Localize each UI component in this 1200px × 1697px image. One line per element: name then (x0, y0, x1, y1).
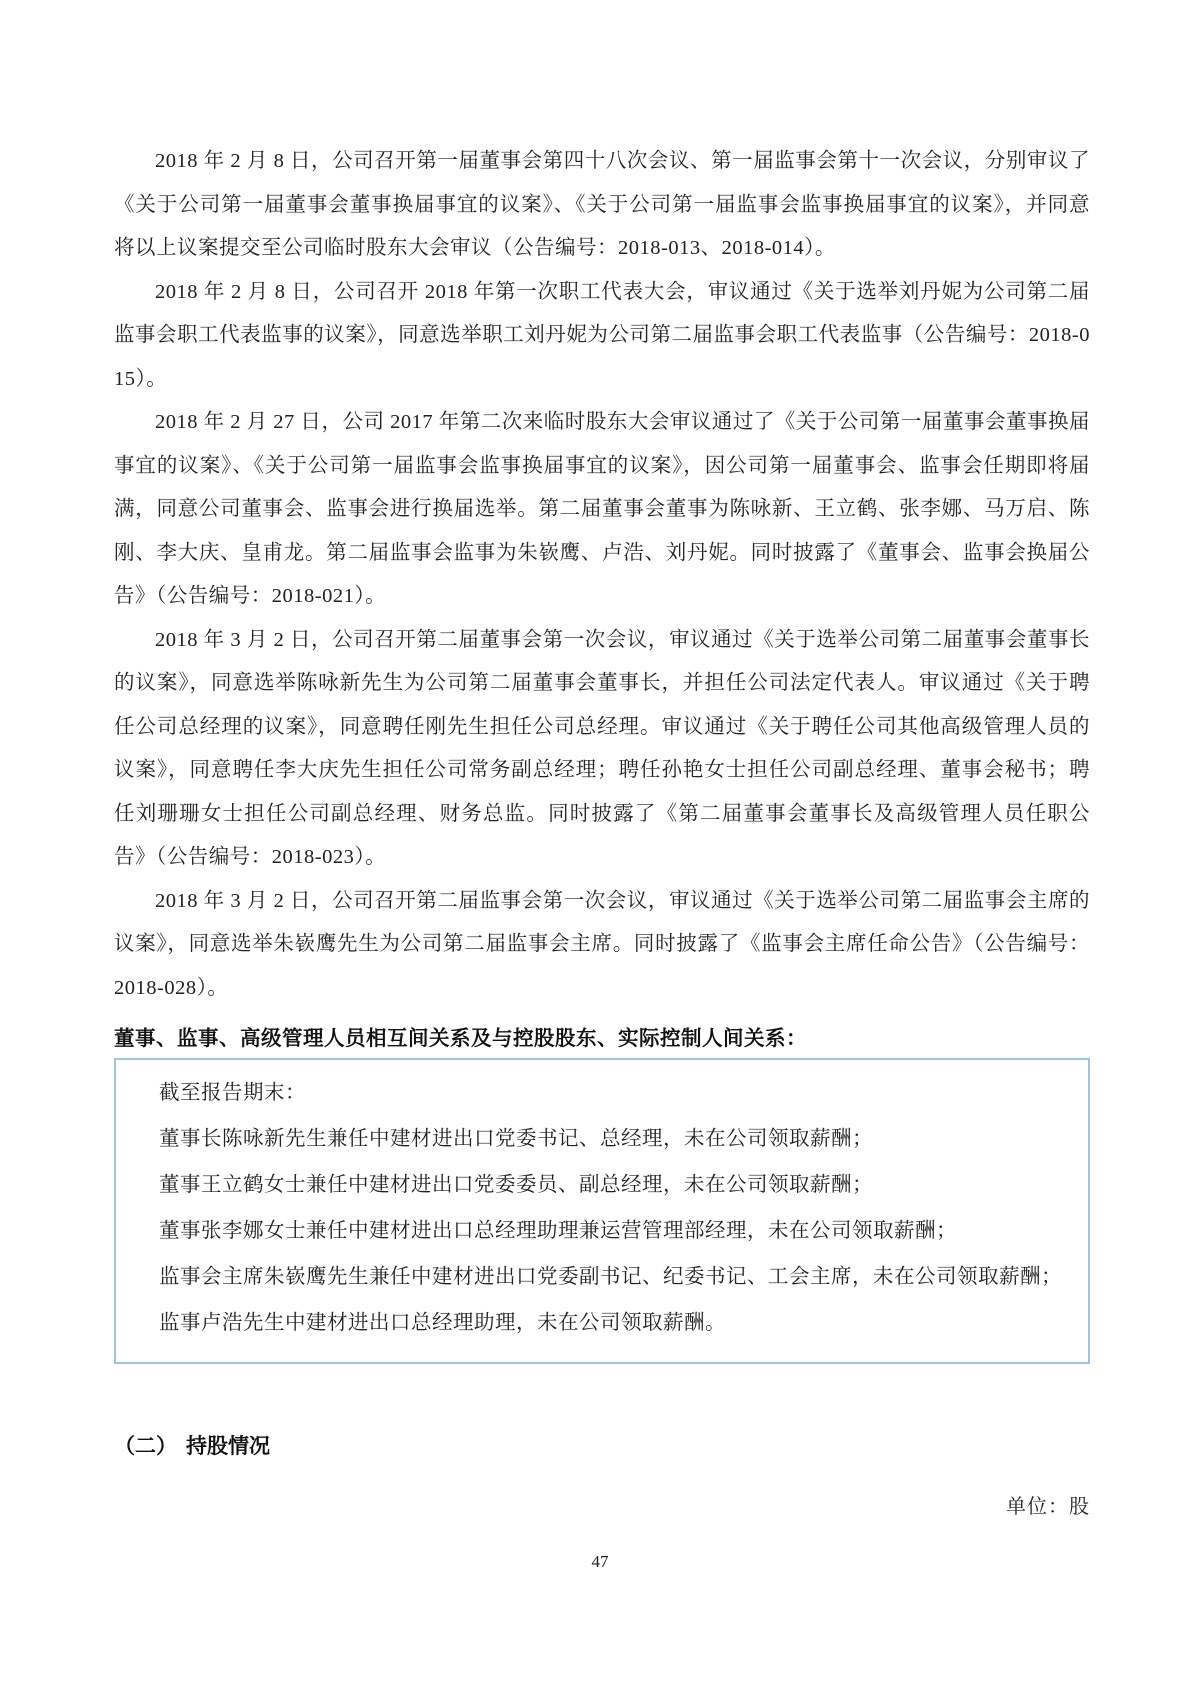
page-content (114, 140, 1090, 1519)
page-number: 47 (591, 1552, 609, 1571)
paragraph-worker-congress-feb8: 2018 年 2 月 8 日，公司召开 2018 年第一次职工代表大会，审议通过《关于选举刘丹妮为公司第二届监事会职工代表监事的议案》，同意选举职工刘丹妮为公司第二届监事会职工代表监事（公告编号：2018-015）。 (114, 280, 1090, 390)
paragraph-supervisor-meeting-mar2: 2018 年 3 月 2 日，公司召开第二届监事会第一次会议，审议通过《关于选举公司第二届监事会主席的议案》，同意选举朱嵚鹰先生为公司第二届监事会主席。同时披露了《监事会主席任命公告》（公告编号：2018-028）。 (114, 889, 1090, 999)
relationship-box (114, 1058, 1090, 1364)
relationship-box-line: 董事王立鹤女士兼任中建材进出口党委委员、副总经理，未在公司领取薪酬； (159, 1174, 873, 1196)
shareholding-section-heading (114, 1430, 1090, 1460)
relationship-box-line: 监事会主席朱嵚鹰先生兼任中建材进出口党委副书记、纪委书记、工会主席，未在公司领取薪酬； (159, 1266, 1062, 1288)
section-index: （二） (114, 1434, 177, 1458)
section-title: 持股情况 (186, 1434, 270, 1458)
paragraph-board-meeting-feb8: 2018 年 2 月 8 日，公司召开第一届董事会第四十八次会议、第一届监事会第十一次会议，分别审议了《关于公司第一届董事会董事换届事宜的议案》、《关于公司第一届监事会监事换届事宜的议案》，并同意将以上议案提交至公司临时股东大会审议（公告编号：2018-013、2018-014）。 (114, 150, 1090, 259)
paragraph-shareholder-meeting-feb27: 2018 年 2 月 27 日，公司 2017 年第二次来临时股东大会审议通过了《关于公司第一届董事会董事换届事宜的议案》、《关于公司第一届监事会监事换届事宜的议案》，因公司第一届董事会、监事会任期即将届满，同意公司董事会、监事会进行换届选举。第二届董事会董事为陈咏新、王立鹤、张李娜、马万启、陈刚、李大庆、皇甫龙。第二届监事会监事为朱嵚鹰、卢浩、刘丹妮。同时披露了《董事会、监事会换届公告》（公告编号：2018-021）。 (114, 411, 1090, 607)
relationship-box-line: 监事卢浩先生中建材进出口总经理助理，未在公司领取薪酬。 (159, 1312, 726, 1334)
relationship-box-line: 董事长陈咏新先生兼任中建材进出口党委书记、总经理，未在公司领取薪酬； (159, 1128, 873, 1150)
meeting-history-section (114, 140, 1090, 1010)
relationship-box-line: 截至报告期末： (159, 1082, 306, 1104)
unit-note: 单位：股 (1006, 1496, 1090, 1518)
paragraph-board-meeting-mar2: 2018 年 3 月 2 日，公司召开第二届董事会第一次会议，审议通过《关于选举公司第二届董事会董事长的议案》，同意选举陈咏新先生为公司第二届董事会董事长，并担任公司法定代表人。审议通过《关于聘任公司总经理的议案》，同意聘任刚先生担任公司总经理。审议通过《关于聘任公司其他高级管理人员的议案》，同意聘任李大庆先生担任公司常务副总经理；聘任孙艳女士担任公司副总经理、董事会秘书；聘任刘珊珊女士担任公司副总经理、财务总监。同时披露了《第二届董事会董事长及高级管理人员任职公告》（公告编号：2018-023）。 (114, 628, 1090, 868)
relationship-box-line: 董事张李娜女士兼任中建材进出口总经理助理兼运营管理部经理，未在公司领取薪酬； (159, 1220, 957, 1242)
relationship-heading: 董事、监事、高级管理人员相互间关系及与控股股东、实际控制人间关系： (114, 1028, 807, 1050)
